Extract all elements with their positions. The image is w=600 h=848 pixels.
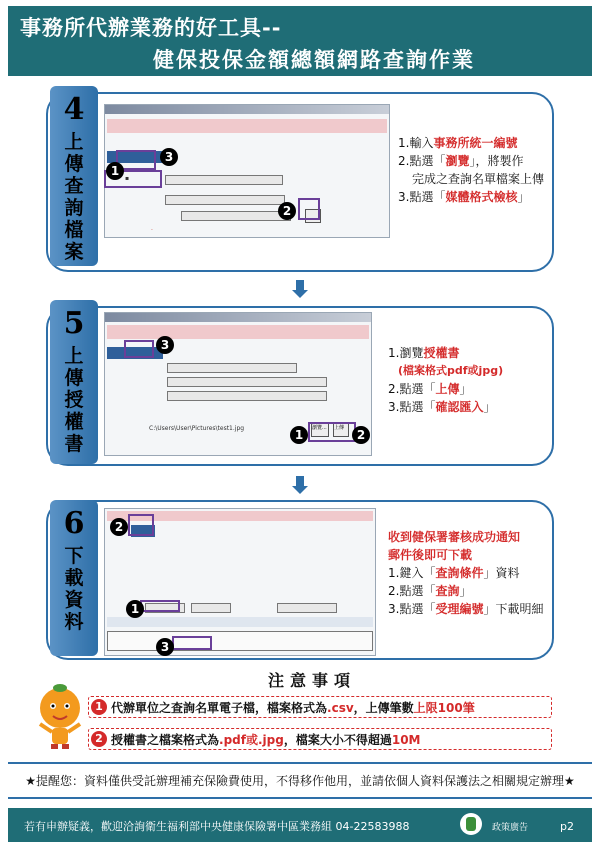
query-field-3[interactable] [277, 603, 337, 613]
file-field[interactable] [165, 195, 285, 205]
step6-instr-0b: 郵件後即可下載 [388, 548, 473, 562]
step5-instructions [388, 344, 503, 416]
notice-badge-1: 1 [91, 699, 107, 715]
page-number: p2 [560, 820, 574, 833]
badge-step5-3: 3 [156, 336, 174, 354]
step6-instructions [388, 528, 543, 618]
notice-item-1: 1 代辦單位之查詢名單電子檔，檔案格式為.csv，上傳筆數上限100筆 [88, 696, 552, 718]
step6-number: 6 [63, 506, 85, 541]
header-title-line1: 事務所代辦業務的好工具-- [20, 16, 282, 40]
privacy-warning: ★提醒您：資料僅供受託辦理補充保險費使用，不得移作他用，並請依個人資料保護法之相關規定辦理★ [8, 762, 592, 799]
step4-instr-3: 3.點選「媒體格式檢核」 [398, 190, 530, 204]
step5-number: 5 [63, 306, 85, 341]
badge-step5-2: 2 [352, 426, 370, 444]
step6-title: 下載資料 [64, 545, 84, 633]
window-titlebar [105, 313, 371, 322]
step5-instr-1b: (檔案格式pdf或jpg) [398, 364, 504, 377]
step6-tab [50, 500, 98, 656]
highlight-query-fields [140, 600, 180, 612]
footer-ad-label: 政策廣告 [492, 823, 529, 833]
step6-instr-3: 3.點選「受理編號」下載明細 [388, 602, 544, 616]
browse-button-label: 瀏覽... [312, 425, 327, 431]
step4-instr-2: 2.點選「瀏覽」，將製作 [398, 154, 524, 168]
highlight-upload-buttons [308, 422, 356, 442]
step5-instr-1: 1.瀏覽授權書 [388, 346, 460, 360]
step5-tab [50, 300, 98, 464]
notice-item-2: 2 授權書之檔案格式為.pdf或.jpg，檔案大小不得超過10M [88, 728, 552, 750]
office-id-field[interactable] [167, 363, 297, 373]
footer-contact: 若有申辦疑義，歡迎洽詢衛生福利部中央健康保險署中區業務組 04-22583988 [24, 820, 410, 833]
nhi-logo-icon [460, 813, 482, 835]
alert-bar [107, 325, 369, 339]
arrow-down-2 [292, 476, 308, 494]
step6-instr-1: 1.鍵入「查詢條件」資料 [388, 566, 520, 580]
badge-step4-3: 3 [160, 148, 178, 166]
badge-step6-2: 2 [110, 518, 128, 536]
badge-step4-2: 2 [278, 202, 296, 220]
notice-badge-2: 2 [91, 731, 107, 747]
highlight-query-tab [128, 514, 154, 536]
alert-bar [107, 119, 387, 133]
header-title-line2: 健保投保金額總額網路查詢作業 [153, 48, 475, 72]
step6-instr-0a: 收到健保署審核成功通知 [388, 530, 521, 544]
step4-instr-2b: 完成之查詢名單檔案上傳 [412, 172, 545, 186]
header-banner [8, 6, 592, 76]
window-titlebar [105, 105, 389, 114]
highlight-receipt-id [172, 636, 212, 650]
footer [8, 808, 592, 842]
label-office-id: ▪ [125, 175, 130, 182]
office-id-field[interactable] [165, 175, 283, 185]
upload-button-label: 上傳 [334, 425, 345, 431]
highlight-import-tab [124, 340, 154, 358]
file-path-text: C:\Users\User\Pictures\test1.jpg [149, 425, 245, 432]
badge-step6-1: 1 [126, 600, 144, 618]
badge-step6-3: 3 [156, 638, 174, 656]
file-field[interactable] [167, 377, 327, 387]
upload-file-field[interactable] [181, 211, 291, 221]
query-field-2[interactable] [191, 603, 231, 613]
step4-instr-1: 1.輸入事務所統一編號 [398, 136, 518, 150]
step5-instr-2: 2.點選「上傳」 [388, 382, 472, 396]
orange-mascot-icon [34, 680, 86, 752]
step4-tab [50, 86, 98, 266]
result-header [107, 617, 373, 627]
format-note: · [151, 227, 153, 234]
step4-title: 上傳查詢檔案 [64, 131, 84, 263]
result-row[interactable] [107, 631, 373, 651]
step5-title: 上傳授權書 [64, 345, 84, 455]
upload-file-field[interactable] [167, 391, 327, 401]
badge-step5-1: 1 [290, 426, 308, 444]
step4-number: 4 [63, 92, 85, 127]
notice-title: 注意事項 [268, 671, 357, 690]
step5-instr-3: 3.點選「確認匯入」 [388, 400, 496, 414]
highlight-browse [298, 198, 320, 220]
badge-step4-1: 1 [106, 162, 124, 180]
step6-instr-2: 2.點選「查詢」 [388, 584, 472, 598]
arrow-down-1 [292, 280, 308, 298]
step4-instructions [398, 134, 544, 206]
